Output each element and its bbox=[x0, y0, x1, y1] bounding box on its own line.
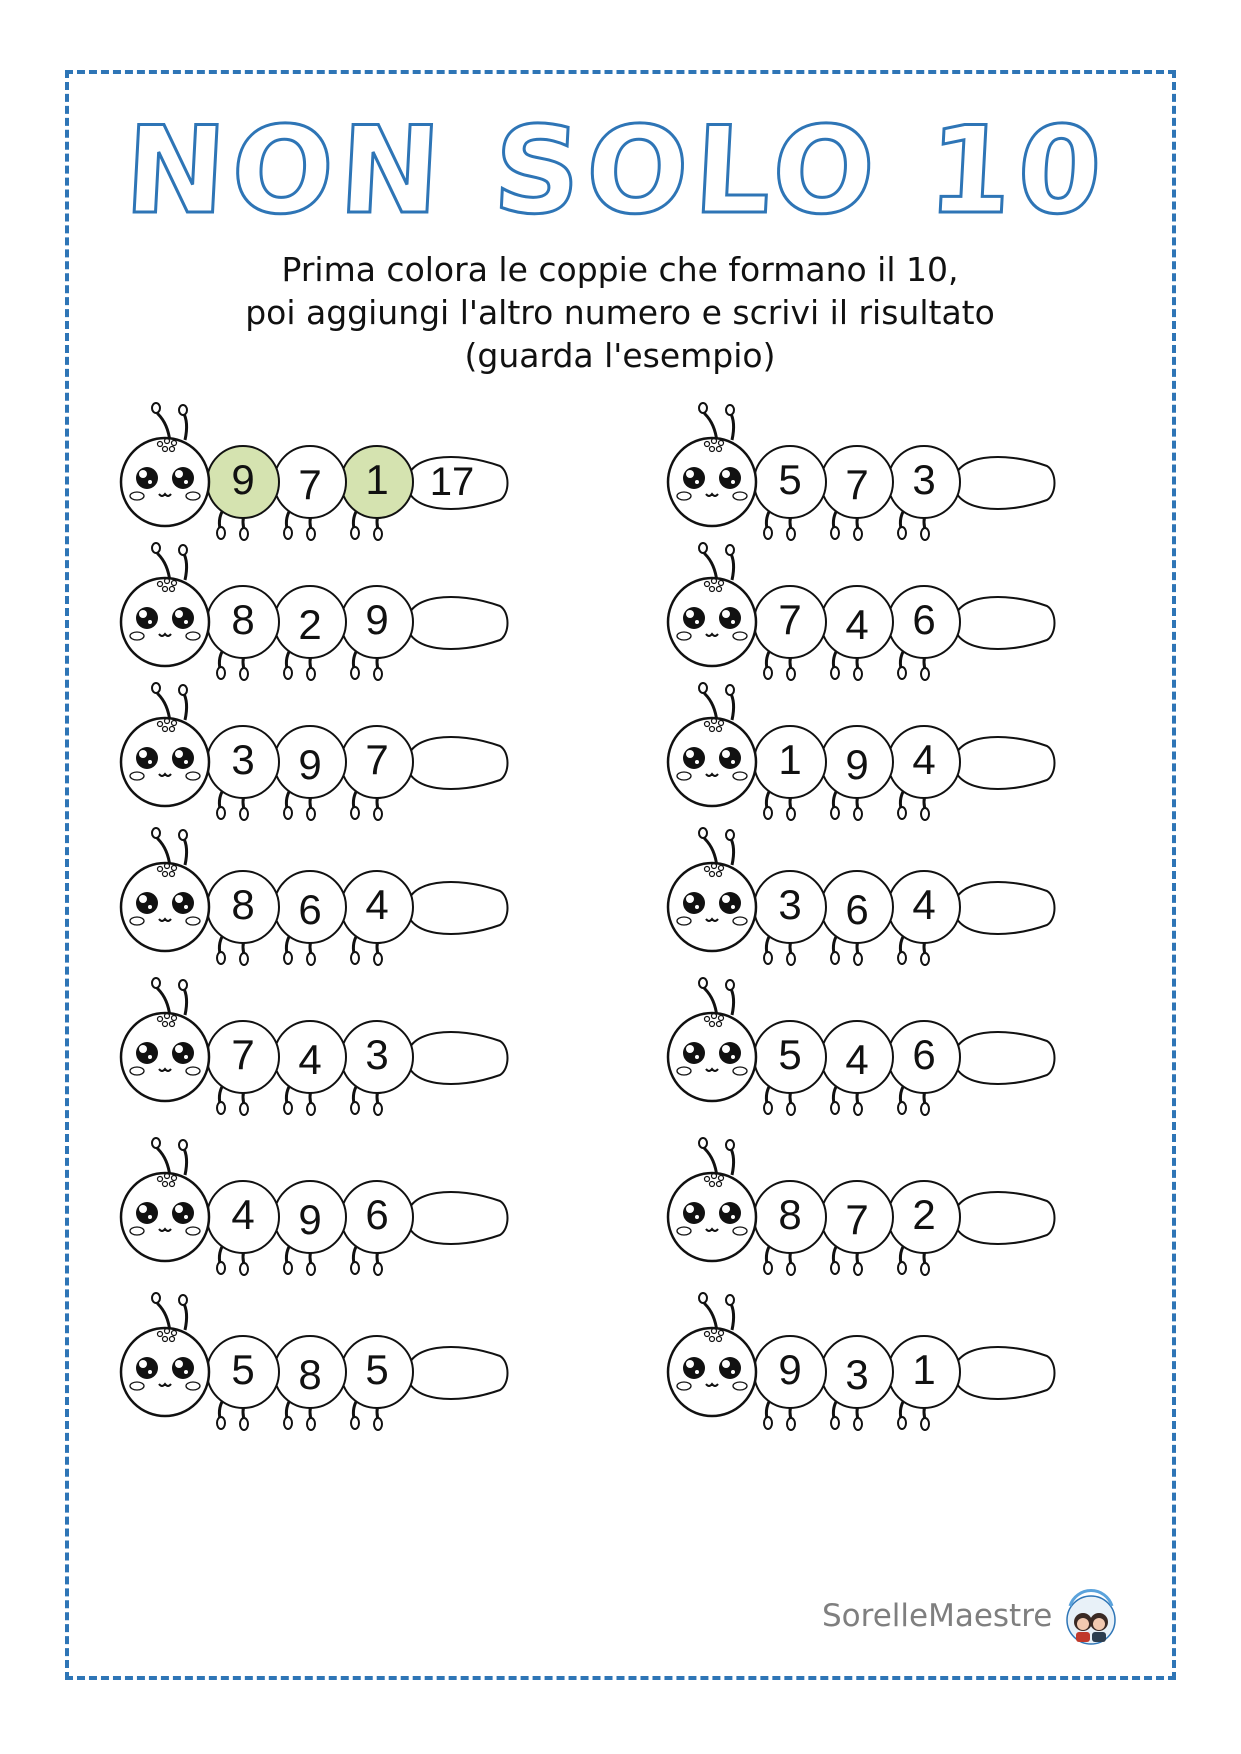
caterpillar-number: 9 bbox=[778, 1346, 802, 1393]
caterpillar-number: 4 bbox=[912, 736, 936, 783]
caterpillar-exercise bbox=[662, 975, 1102, 1125]
caterpillar-number: 9 bbox=[298, 741, 322, 788]
caterpillar-exercise bbox=[115, 1135, 555, 1285]
svg-text:NON SOLO 10: NON SOLO 10 bbox=[121, 102, 1111, 241]
caterpillar-number: 8 bbox=[778, 1191, 802, 1238]
caterpillar-number: 9 bbox=[365, 596, 389, 643]
brand-name: SorelleMaestre bbox=[822, 1598, 1053, 1634]
caterpillar-number: 6 bbox=[845, 886, 869, 933]
caterpillar-number: 4 bbox=[912, 881, 936, 928]
sisters-logo-icon bbox=[1060, 1586, 1122, 1648]
caterpillar-number: 5 bbox=[365, 1346, 389, 1393]
caterpillar-number: 8 bbox=[231, 596, 255, 643]
caterpillar-exercise bbox=[662, 1290, 1102, 1440]
caterpillar-number: 8 bbox=[298, 1351, 322, 1398]
instruction-line-3: (guarda l'esempio) bbox=[464, 336, 776, 375]
caterpillar-exercise bbox=[115, 680, 555, 830]
caterpillar-number: 5 bbox=[778, 1031, 802, 1078]
caterpillar-number: 3 bbox=[912, 456, 936, 503]
result-answer-field[interactable]: 17 bbox=[429, 460, 475, 504]
caterpillar-exercise bbox=[115, 825, 555, 975]
page-title bbox=[121, 100, 1111, 241]
caterpillar-number: 9 bbox=[845, 741, 869, 788]
caterpillar-exercise bbox=[115, 400, 555, 550]
caterpillar-number: 1 bbox=[365, 456, 389, 503]
caterpillar-exercise bbox=[662, 680, 1102, 830]
caterpillar-number: 9 bbox=[231, 456, 255, 503]
caterpillar-number: 5 bbox=[231, 1346, 255, 1393]
caterpillar-number: 1 bbox=[912, 1346, 936, 1393]
caterpillar-exercise bbox=[115, 975, 555, 1125]
instruction-line-2: poi aggiungi l'altro numero e scrivi il risultato bbox=[245, 293, 995, 332]
caterpillar-number: 4 bbox=[845, 1036, 869, 1083]
caterpillar-number: 1 bbox=[778, 736, 802, 783]
instructions bbox=[120, 248, 1120, 377]
caterpillar-number: 4 bbox=[231, 1191, 255, 1238]
caterpillar-number: 3 bbox=[778, 881, 802, 928]
caterpillar-number: 6 bbox=[912, 596, 936, 643]
caterpillar-number: 4 bbox=[845, 601, 869, 648]
caterpillar-exercise bbox=[662, 540, 1102, 690]
caterpillar-exercise bbox=[662, 1135, 1102, 1285]
caterpillar-exercise bbox=[115, 1290, 555, 1440]
caterpillar-number: 7 bbox=[845, 461, 869, 508]
caterpillar-exercise bbox=[662, 825, 1102, 975]
caterpillar-number: 8 bbox=[231, 881, 255, 928]
caterpillar-number: 3 bbox=[231, 736, 255, 783]
caterpillar-number: 5 bbox=[778, 456, 802, 503]
caterpillar-number: 4 bbox=[298, 1036, 322, 1083]
caterpillar-exercise bbox=[115, 540, 555, 690]
caterpillar-number: 7 bbox=[231, 1031, 255, 1078]
caterpillar-number: 6 bbox=[365, 1191, 389, 1238]
instruction-line-1: Prima colora le coppie che formano il 10, bbox=[281, 250, 959, 289]
caterpillar-number: 2 bbox=[298, 601, 322, 648]
caterpillar-number: 9 bbox=[298, 1196, 322, 1243]
caterpillar-number: 7 bbox=[845, 1196, 869, 1243]
caterpillar-number: 3 bbox=[845, 1351, 869, 1398]
caterpillar-number: 4 bbox=[365, 881, 389, 928]
caterpillar-number: 7 bbox=[365, 736, 389, 783]
caterpillar-number: 6 bbox=[298, 886, 322, 933]
caterpillar-number: 2 bbox=[912, 1191, 936, 1238]
caterpillar-number: 7 bbox=[298, 461, 322, 508]
caterpillar-number: 3 bbox=[365, 1031, 389, 1078]
caterpillar-exercise bbox=[662, 400, 1102, 550]
caterpillar-number: 6 bbox=[912, 1031, 936, 1078]
caterpillar-number: 7 bbox=[778, 596, 802, 643]
